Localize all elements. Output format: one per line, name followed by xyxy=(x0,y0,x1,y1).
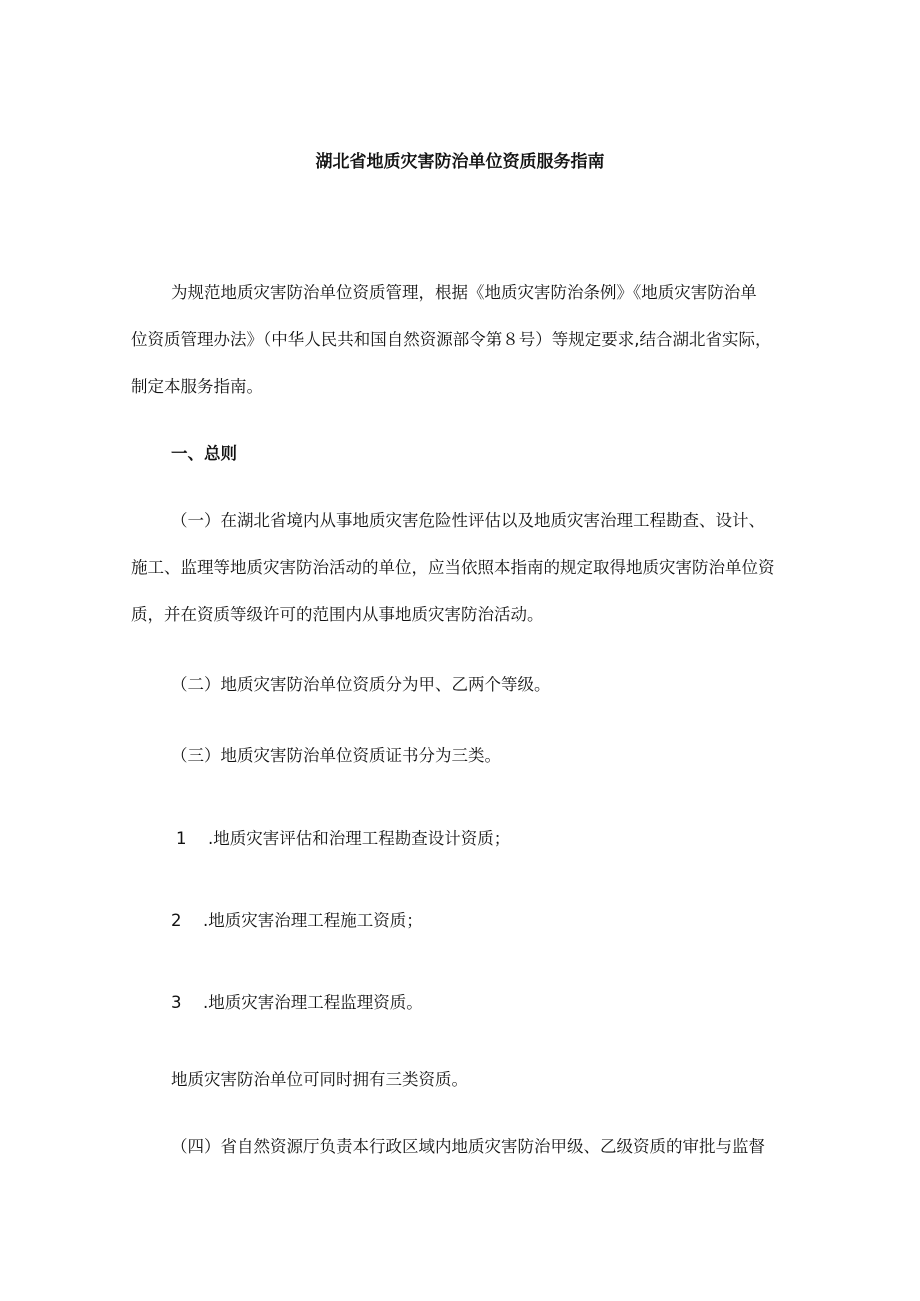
note-paragraph: 地质灾害防治单位可同时拥有三类资质。 xyxy=(171,1070,468,1089)
intro-line-2: 位资质管理办法》（中华人民共和国自然资源部令第８号）等规定要求,结合湖北省实际， xyxy=(131,330,772,349)
item4-line-1: （四）省自然资源厅负责本行政区域内地质灾害防治甲级、乙级资质的审批与监督 xyxy=(171,1137,765,1156)
item2-paragraph: （二）地质灾害防治单位资质分为甲、乙两个等级。 xyxy=(171,675,551,694)
item1-line-3: 质，并在资质等级许可的范围内从事地质灾害防治活动。 xyxy=(131,605,544,624)
list-item-3 xyxy=(171,991,423,1015)
document-title: 湖北省地质灾害防治单位资质服务指南 xyxy=(315,152,605,172)
list-item-text: .地质灾害治理工程监理资质。 xyxy=(203,993,423,1012)
section-heading-general: 一、总则 xyxy=(171,444,237,463)
list-item-text: .地质灾害评估和治理工程勘查设计资质； xyxy=(208,829,511,848)
list-item-text: .地质灾害治理工程施工资质； xyxy=(203,911,423,930)
item1-line-1: （一）在湖北省境内从事地质灾害危险性评估以及地质灾害治理工程勘查、设计、 xyxy=(171,511,765,530)
list-item-number: 1 xyxy=(176,829,187,848)
item1-line-2: 施工、监理等地质灾害防治活动的单位，应当依照本指南的规定取得地质灾害防治单位资 xyxy=(131,558,775,577)
list-item-number: 2 xyxy=(171,911,182,930)
list-item-1 xyxy=(176,827,510,851)
list-item-2 xyxy=(171,909,423,933)
intro-line-3: 制定本服务指南。 xyxy=(131,377,263,396)
intro-line-1: 为规范地质灾害防治单位资质管理，根据《地质灾害防治条例》《地质灾害防治单 xyxy=(171,283,757,302)
list-item-number: 3 xyxy=(171,993,182,1012)
item3-paragraph: （三）地质灾害防治单位资质证书分为三类。 xyxy=(171,746,501,765)
